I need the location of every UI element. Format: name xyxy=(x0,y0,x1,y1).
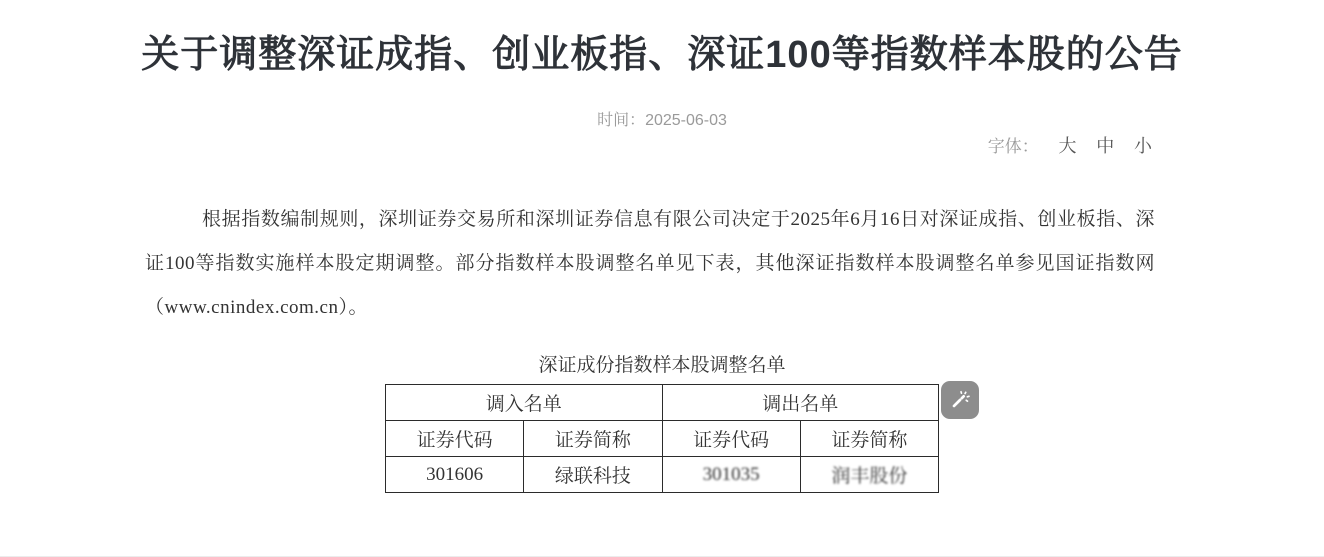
in-name-cell: 绿联科技 xyxy=(524,457,662,493)
column-header-out-code: 证券代码 xyxy=(662,421,800,457)
font-size-option-small[interactable]: 小 xyxy=(1134,136,1152,156)
column-header-out-name: 证券简称 xyxy=(800,421,938,457)
out-code-cell: 301035 xyxy=(662,457,800,493)
column-header-in-name: 证券简称 xyxy=(524,421,662,457)
magic-wand-button[interactable] xyxy=(941,381,979,419)
adjustment-table xyxy=(385,384,939,493)
time-value: 2025-06-03 xyxy=(645,112,727,129)
publish-time xyxy=(0,111,1324,131)
in-code-cell: 301606 xyxy=(386,457,524,493)
announcement-paragraph: 根据指数编制规则，深圳证券交易所和深圳证券信息有限公司决定于2025年6月16日对深证成指、创业板指、深证100等指数实施样本股定期调整。部分指数样本股调整名单见下表，其他深证指数样本股调整名单参见国证指数网（www.cnindex.com.cn）。 xyxy=(145,209,1155,318)
column-header-in-code: 证券代码 xyxy=(386,421,524,457)
font-size-option-large[interactable]: 大 xyxy=(1058,136,1077,156)
column-header-row xyxy=(386,421,939,457)
font-size-selector xyxy=(0,135,1324,158)
font-size-option-medium[interactable]: 中 xyxy=(1096,136,1115,156)
out-name-cell: 润丰股份 xyxy=(800,457,938,493)
group-header-row xyxy=(386,385,939,421)
table-caption: 深证成份指数样本股调整名单 xyxy=(538,355,786,376)
group-header-out: 调出名单 xyxy=(662,385,939,421)
font-size-label: 字体： xyxy=(987,137,1039,156)
time-label: 时间： xyxy=(597,112,646,129)
page-title: 关于调整深证成指、创业板指、深证100等指数样本股的公告 xyxy=(141,34,1183,76)
table-row xyxy=(386,457,939,493)
magic-wand-icon xyxy=(949,389,971,411)
group-header-in: 调入名单 xyxy=(386,385,663,421)
